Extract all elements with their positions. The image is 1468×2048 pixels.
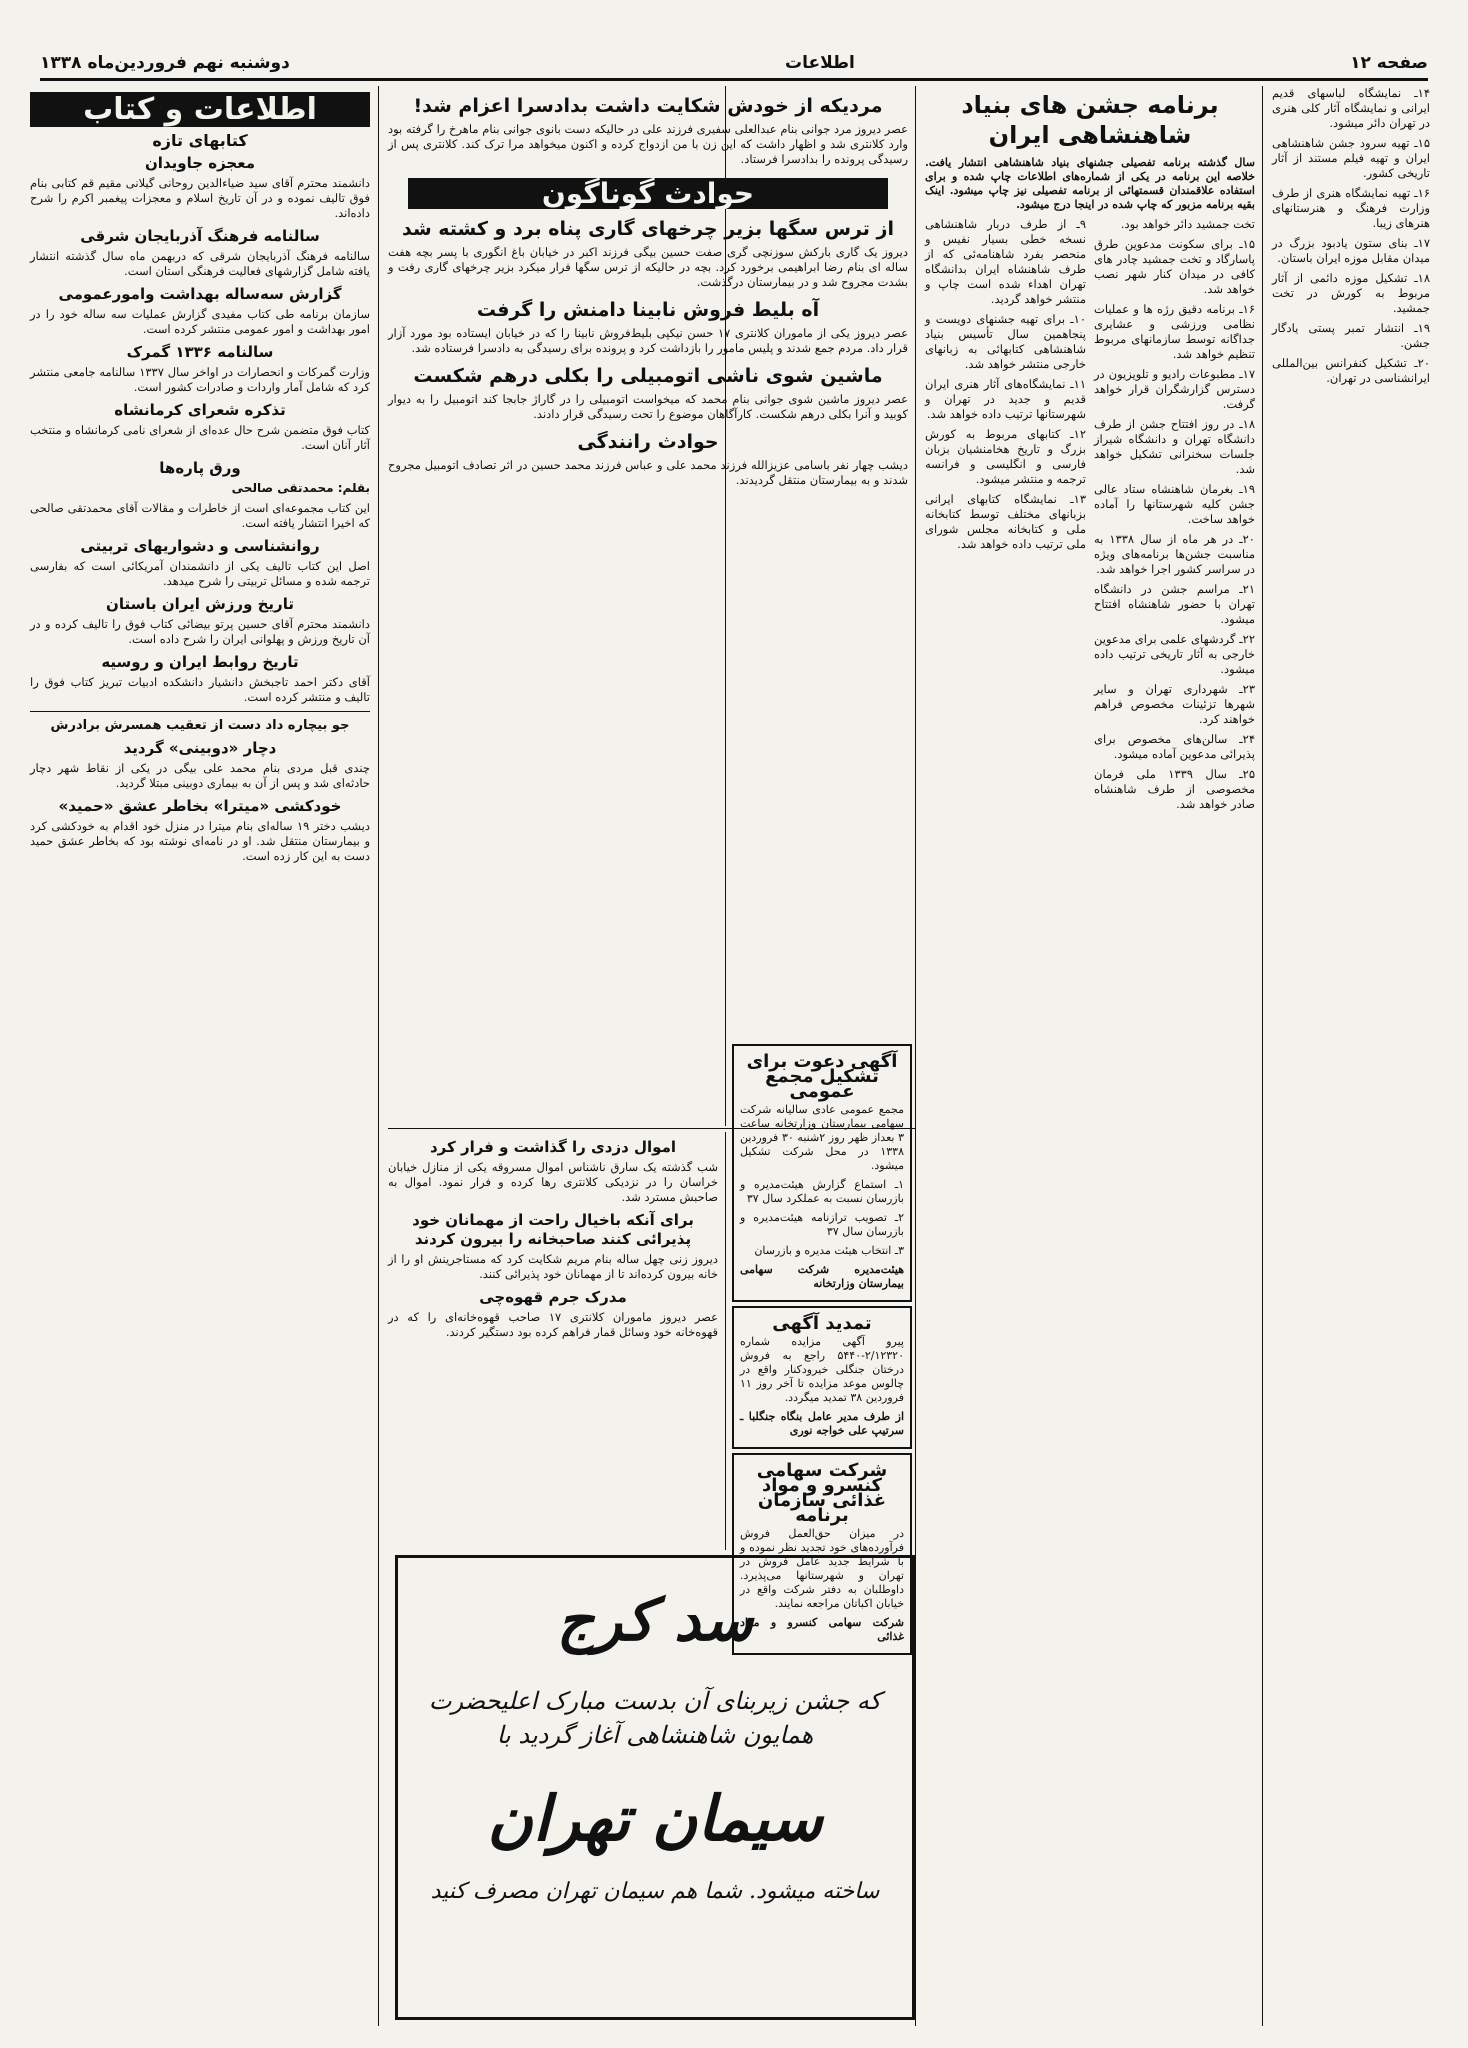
headline-thief: اموال دزدی را گذاشت و فرار کرد (429, 1138, 677, 1156)
programme-list-b: ۹ـ از طرف دربار شاهنشاهی نسخه خطی بسیار نفیس و منحصر بفرد شاهنامه‌ئی که از طرف شاهنشاه ایران بدانشگاه تهران اهداء شده است چاپ و منتشر خواهد گردید. ۱۰ـ برای تهیه جشنهای دویست و پنجاهمین سال تأسیس بنیاد شاهنشاهی کتابهائی به زبانهای خارجی منتشر خواهد شد. ۱۱ـ نمایشگاه‌های آثار هنری ایران قدیم و جدید در تهران و شهرستانها ترتیب داده خواهد شد. ۱۲ـ کتابهای مربوط به کورش بزرگ و تاریخ هخامنشیان بزبان فارسی و انگلیسی و فرانسه ترجمه و منتشر میشود. ۱۳ـ نمایشگاه کتابهای ایرانی بزبانهای مختلف توسط کتابخانه ملی و کتابخانه مجلس شورای ملی ترتیب داده خواهد شد. (925, 217, 1086, 551)
story-dogs: دیروز یک گاری بارکش سوزنچی گری صفت حسین بیگی فرزند اکبر در خیابان باغ انگوری با پسر بچه هفت ساله ای بنام رضا ابراهیمی برخورد کرد. بچه در حالیکه از ترس سگها فرار میکرد بزیر چرخهای گاری رفت و بشدت مجروح شد و در بیمارستان درگذشت. (388, 245, 908, 289)
ad-line-ceremony: که جشن زیربنای آن بدست مبارک اعلیحضرت همایون شاهنشاهی آغاز گردید با (428, 1687, 882, 1749)
headline-driving: حوادث رانندگی (577, 431, 719, 453)
issue-date: دوشنبه نهم فروردین‌ماه ۱۳۳۸ (40, 53, 290, 73)
notice-meeting: آگهی دعوت برای تشکیل مجمع عمومی مجمع عمومی عادی سالیانه شرکت سهامی بیمارستان وزارتخانه ساعت ۳ بعداز ظهر روز ۲شنبه ۳۰ فروردین ۱۳۳۸ در محل شرکت تشکیل میشود. ۱ـ استماع گزارش هیئت‌مدیره و بازرسان نسبت به عملکرد سال ۳۷ ۲ـ تصویب ترازنامه هیئت‌مدیره و بازرسان سال ۳۷ ۳ـ انتخاب هیئت مدیره و بازرسان هیئت‌مدیره شرکت سهامی بیمارستان وزارتخانه (732, 1044, 912, 1302)
story-landlord: دیروز زنی چهل ساله بنام مریم شکایت کرد که مستاجرینش او را از خانه بیرون کرده‌اند تا از مهمانان خود پذیرائی کنند. (388, 1252, 718, 1281)
notices-column (732, 1040, 912, 1643)
books-column: اطلاعات و کتاب کتابهای تازه معجزه جاویدان دانشمند محترم آقای سید ضیاءالدین روحانی گیلانی مقیم قم کتابی بنام فوق تالیف نموده و در آن تاریخ اسلام و معجزات پیغمبر اکرم را شرح داده‌اند. سالنامه فرهنگ آذربایجان شرقی سالنامه فرهنگ آذربایجان شرقی که دربهمن ماه سال گذشته انتشار یافته شامل گزارشهای فعالیت فرهنگی استان است. گزارش سه‌ساله بهداشت وامورعمومی سازمان برنامه طی کتاب مفیدی گزارش عملیات سه ساله خود را در امور بهداشت و امور عمومی منتشر کرده است. سالنامه ۱۳۳۶ گمرک وزارت گمرکات و انحصارات در اواخر سال ۱۳۳۷ سالنامه جامعی منتشر کرد که شامل آمار واردات و صادرات کشور است. تذکره شعرای کرمانشاه کتاب فوق متضمن شرح حال عده‌ای از شعرای نامی کرمانشاه و منتخب آثار آنان است. ورق پاره‌ها بقلم: محمدتقی صالحی این کتاب مجموعه‌ای است از خاطرات و مقالات آقای محمدتقی صالحی که اخیرا انتشار یافته است. روانشناسی و دشواریهای تربیتی اصل این کتاب تالیف یکی از دانشمندان آمریکائی است که بفارسی ترجمه شده و مسائل تربیتی را شرح میدهد. تاریخ ورزش ایران باستان دانشمند محترم آقای حسین پرتو بیضائی کتاب فوق را تالیف کرده و در آن تاریخ ورزش و پهلوانی ایران را شرح داده است. تاریخ روابط ایران و روسیه آقای دکتر احمد تاجبخش دانشیار دانشکده ادبیات تبریز کتاب فوق را تالیف و منتشر کرده است. جو بیچاره داد دست از تعقیب همسرش برادرش دچار «دوبینی» گردید چندی قبل مردی بنام محمد علی بیگی در یکی از نقاط شهر دچار حادثه‌ای شد و پس از آن به بیماری دوبینی مبتلا گردید. خودکشی «میترا» بخاطر عشق «حمید» دیشب دختر ۱۹ ساله‌ای بنام میترا در منزل خود اقدام به خودکشی کرد و بیمارستان منتقل شد. او در نامه‌ای نوشته بود که بخاطر عشق حمید دست به این کار زده است. (30, 92, 371, 863)
article-programme (925, 86, 1255, 2026)
article-intro: سال گذشته برنامه تفصیلی جشنهای بنیاد شاهنشاهی انتشار یافت. خلاصه این برنامه در یکی از شماره‌های اطلاعات چاپ شده و برای استفاده علاقمندان قسمتهائی از برنامه تفصیلی نیز چاپ میشود. اینک بقیه برنامه مزبور که چاپ شده در اینجا درج میشود. (925, 156, 1255, 211)
headline-book-2: سالنامه فرهنگ آذربایجان شرقی (80, 227, 320, 245)
notice-extension: تمدید آگهی پیرو آگهی مزایده شماره ۲/۱۲۳۲۰-۵۴۴۰ راجع به فروش درختان جنگلی خیرودکنار واقع در چالوس موعد مزایده تا آخر روز ۱۱ فروردین ۳۸ تمدید میگردد. از طرف مدیر عامل بنگاه جنگلبا ـ سرتیپ علی خواجه نوری (732, 1306, 912, 1449)
programme-list-a: تخت جمشید دائر خواهد بود. ۱۵ـ برای سکونت مدعوین طرق پاسارگاد و تخت جمشید چادر های کافی در میدان کنار شهر نصب خواهد شد. ۱۶ـ برنامه دقیق رژه ها و عملیات نظامی ورزشی و عشایری جداگانه توسط سازمانهای مربوط تنظیم خواهد شد. ۱۷ـ مطبوعات رادیو و تلویزیون در دسترس گزارشگران قرار خواهد گرفت. ۱۸ـ در روز افتتاح جشن از طرف دانشگاه تهران و دانشگاه شیراز جلسات سخنرانی تشکیل خواهد شد. ۱۹ـ بغرمان شاهنشاه ستاد عالی جشن کلیه شهرستانها را آماده خواهد ساخت. ۲۰ـ در هر ماه از سال ۱۳۳۸ به مناسبت جشن‌ها برنامه‌های ویژه در سراسر کشور اجرا خواهد شد. ۲۱ـ مراسم جشن در دانشگاه تهران با حضور شاهنشاه افتتاح میشود. ۲۲ـ گردشهای علمی برای مدعوین خارجی به آثار تاریخی ترتیب داده میشود. ۲۳ـ شهرداری تهران و سایر شهرها تزئینات مخصوص فراهم خواهند کرد. ۲۴ـ سالن‌های مخصوص برای پذیرائی مدعوین آماده میشود. ۲۵ـ سال ۱۳۳۹ ملی فرمان مخصوصی از طرف شاهنشاه صادر خواهد شد. (1094, 217, 1255, 811)
ad-line-brand: سیمان تهران (487, 1782, 823, 1855)
kicker-double-vision: جو بیچاره داد دست از تعقیب همسرش برادرش (50, 718, 350, 733)
story-car-wash: عصر دیروز ماشین شوی جوانی بنام محمد که میخواست اتومبیلی را در گاراژ جابجا کند اتومبیل را به دیوار کوبید و آنرا بکلی درهم شکست. کارآگاهان موضوع را تحت رسیدگی قرار دادند. (388, 392, 908, 421)
incidents-section-label: حوادث گوناگون (408, 178, 888, 209)
newspaper-name: اطلاعات (785, 53, 855, 73)
story-ticket-seller: عصر دیروز یکی از ماموران کلانتری ۱۷ حسن نیکپی بلیط‌فروش نابینا را که در خیابان ایستاده بود مورد آزار قرار داد. مردم جمع شدند و پلیس مامور را بازداشت کرد و پرونده برای رسیدگی به دادسرا فرستاده شد. (388, 326, 908, 355)
byline: بقلم: محمدتقی صالحی (231, 481, 370, 495)
headline-book-6: ورق پاره‌ها (159, 459, 241, 477)
notice-cannery: شرکت سهامی کنسرو و مواد غذائی سازمان برنامه در میزان حق‌العمل فروش فرآورده‌های خود تجدید نظر نموده و با شرایط جدید عامل فروش در تهران و شهرستانها می‌پذیرد. داوطلبان به دفتر شرکت واقع در خیابان اکباتان مراجعه نمایند. شرکت سهامی کنسرو و مواد غذائی (732, 1453, 912, 1655)
headline-coffeehouse: مدرک جرم قهوه‌چی (479, 1288, 627, 1306)
headline-landlord: برای آنکه باخیال راحت از مهمانان خود پذیرائی کنند صاحبخانه را بیرون کردند (412, 1211, 694, 1248)
headline-ticket-seller: آه بلیط فروش نابینا دامنش را گرفت (476, 299, 820, 321)
headline-car-wash: ماشین شوی ناشی اتومبیلی را بکلی درهم شکست (413, 365, 883, 387)
column-rule (915, 86, 916, 2026)
books-section-badge: اطلاعات و کتاب (30, 92, 370, 127)
column-rule (378, 86, 379, 2026)
headline-dogs: از ترس سگها بزیر چرخهای گاری پناه برد و کشته شد (402, 218, 894, 240)
article-title: برنامه جشن های بنیاد شاهنشاهی ایران (961, 91, 1219, 149)
headline-book-9: تاریخ روابط ایران و روسیه (101, 653, 299, 671)
headline-complaint: مردیکه از خودش شکایت داشت بدادسرا اعزام شد! (413, 95, 883, 117)
column-programme-continuation: ۱۴ـ نمایشگاه لباسهای قدیم ایرانی و نمایشگاه آثار کلی هنری در تهران دائر میشود. ۱۵ـ تهیه سرود جشن شاهنشاهی ایران و تهیه فیلم مستند از آثار تاریخی کشور. ۱۶ـ تهیه نمایشگاه هنری از طرف وزارت فرهنگ و هنرستانهای هنرهای زیبا. ۱۷ـ بنای ستون یادبود بزرگ در میدان مقابل موزه ایران باستان. ۱۸ـ تشکیل موزه دائمی از آثار مربوط به کورش در تخت جمشید. ۱۹ـ انتشار تمبر پستی یادگار جشن. ۲۰ـ تشکیل کنفرانس بین‌المللی ایرانشناسی در تهران. (1272, 86, 1430, 385)
books-section-subtitle: کتابهای تازه (152, 131, 248, 150)
ad-line-karaj-dam: سد کرج (556, 1586, 754, 1654)
news-column (388, 86, 908, 1126)
headline-book-1: معجزه جاویدان (145, 154, 255, 172)
story-thief: شب گذشته یک سارق ناشناس اموال مسروقه یکی از منازل خیابان خراسان را در نزدیکی کلانتری رها کرده و فرار نمود. اموال به صاحبش مسترد شد. (388, 1160, 718, 1204)
headline-book-5: تذکره شعرای کرمانشاه (114, 401, 286, 419)
headline-book-8: تاریخ ورزش ایران باستان (106, 595, 294, 613)
headline-book-4: سالنامه ۱۳۳۶ گمرک (126, 343, 274, 361)
headline-book-3: گزارش سه‌ساله بهداشت وامورعمومی (58, 285, 342, 303)
masthead (40, 48, 1428, 81)
headline-book-7: روانشناسی و دشواریهای تربیتی (80, 537, 320, 555)
cement-advertisement (395, 1555, 915, 2020)
headline-double-vision: دچار «دوبینی» گردید (123, 739, 277, 757)
column-rule (725, 1132, 726, 1550)
news-column-lower (388, 1132, 718, 1550)
story-driving: دیشب چهار نفر باسامی عزیزالله فرزند محمد علی و عباس فرزند محمد حسین در اثر تصادف اتومبیل مجروح شدند و به بیمارستان منتقل گردیدند. (388, 458, 908, 487)
column-rule (1262, 86, 1263, 2026)
story-coffeehouse: عصر دیروز ماموران کلانتری ۱۷ صاحب قهوه‌خانه‌ای را که در قهوه‌خانه خود وسائل قمار فراهم کرده بود دستگیر کردند. (388, 1310, 719, 1339)
story-complaint: عصر دیروز مرد جوانی بنام عبدالعلی سفیری فرزند علی در حالیکه دست بانوی جوانی بنام ماهرخ را گرفته بود وارد کلانتری شد و اظهار داشت که این زن با من ازدواج کرده و اکنون میخواهد مرا ترک کند. کلانتری پس از رسیدگی پرونده را بدادسرا فرستاد. (388, 122, 908, 166)
headline-mitra: خودکشی «میترا» بخاطر عشق «حمید» (58, 797, 342, 815)
page-number: صفحه ۱۲ (1350, 53, 1428, 73)
ad-line-slogan: ساخته میشود. شما هم سیمان تهران مصرف کنید (430, 1879, 880, 1904)
